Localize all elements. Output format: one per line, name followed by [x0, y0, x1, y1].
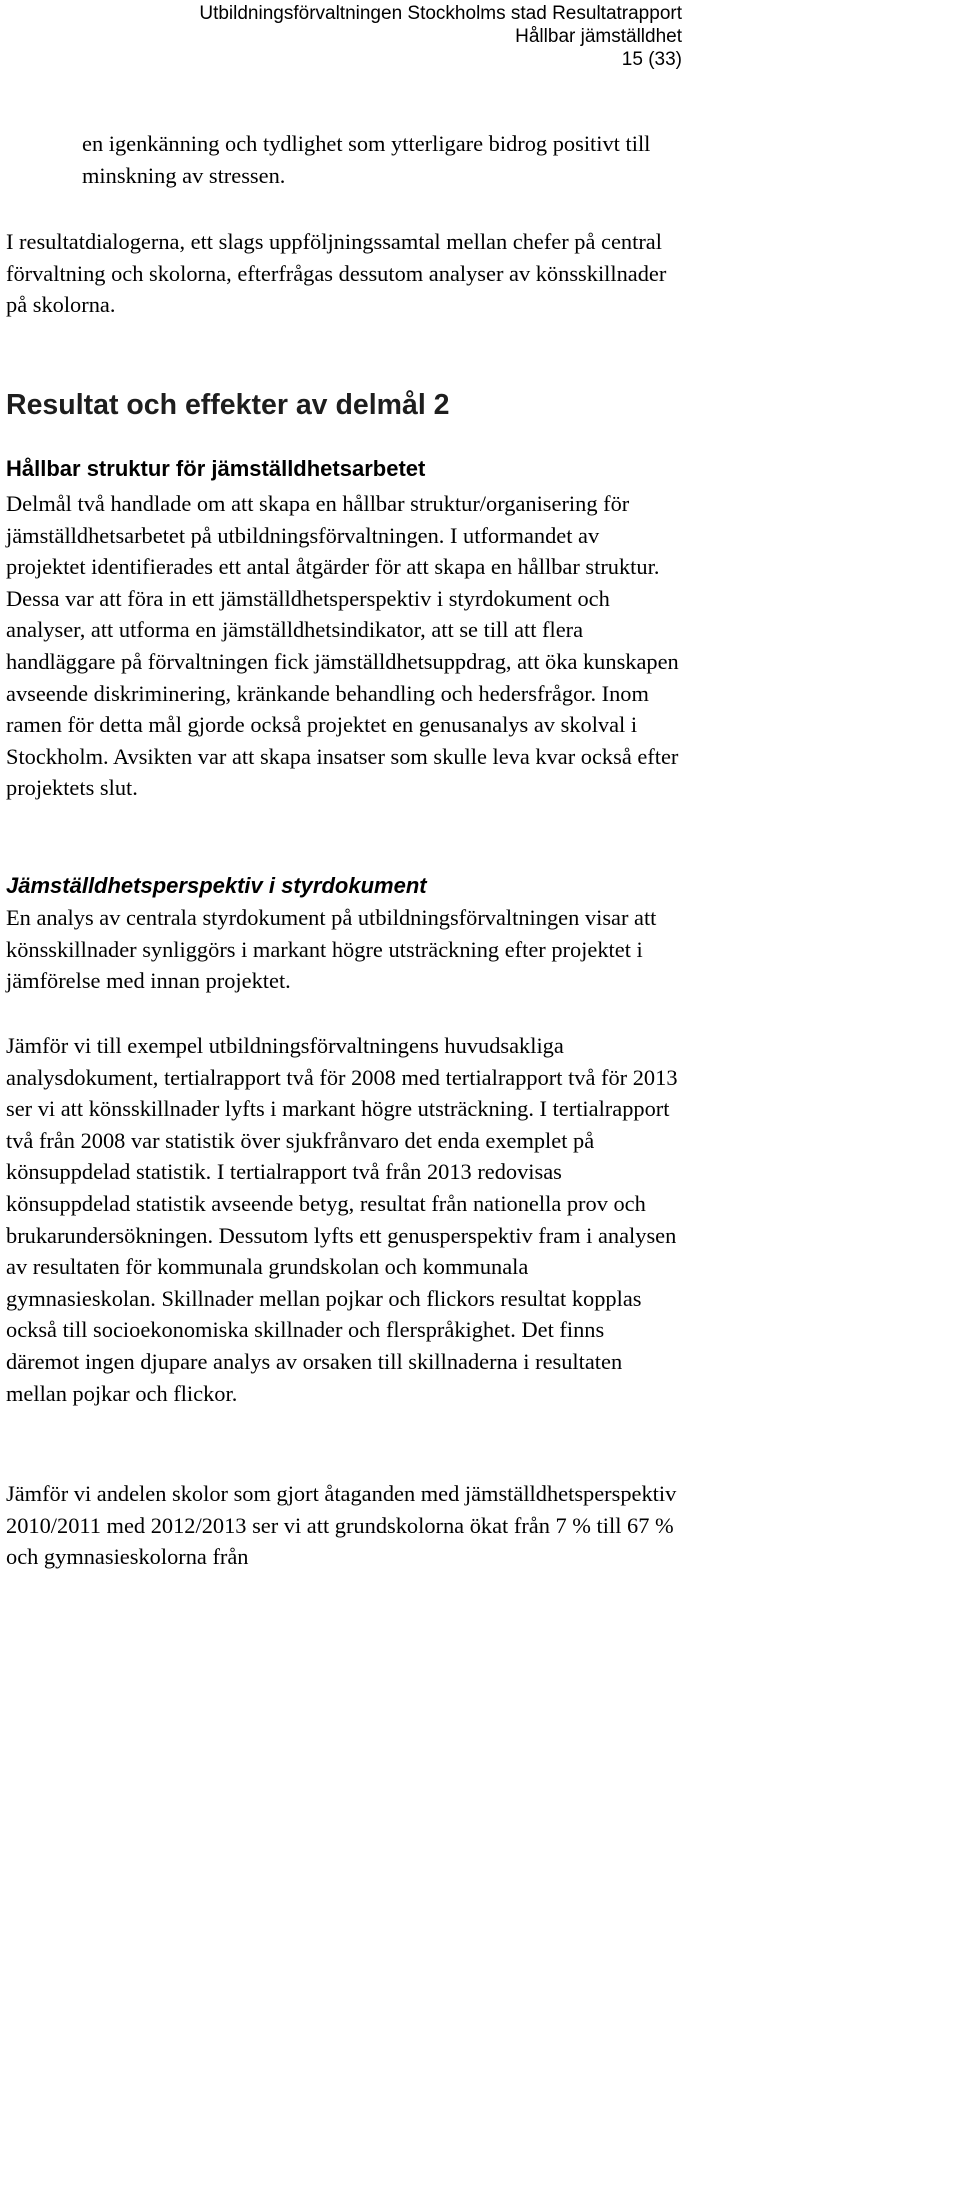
- paragraph-school-commitments: Jämför vi andelen skolor som gjort åtaganden med jämställdhetsperspektiv 2010/2011 med 2012/2013 ser vi att grundskolorna ökat från 7 % till 67 % och gymnasieskolorna från: [6, 1481, 677, 1570]
- paragraph-report-comparison: Jämför vi till exempel utbildningsförvaltningens huvudsakliga analysdokument, tertialrapport två för 2008 med tertialrapport två för 2013 ser vi att könsskillnader lyfts i markant högre utsträckning. I tertialrapport två från 2008 var statistik över sjukfrånvaro det enda exemplet på könsuppdelad statistik. I tertialrapport två från 2013 redovisas könsuppdelad statistik avseende betyg, resultat från nationella prov och brukarundersökningen. Dessutom lyfts ett genusperspektiv fram i analysen av resultaten för kommunala grundskolan och kommunala gymnasieskolan. Skillnader mellan pojkar och flickors resultat kopplas också till socioekonomiska skillnader och flerspråkighet. Det finns däremot ingen djupare analys av orsaken till skillnaderna i resultaten mellan pojkar och flickor.: [6, 1033, 678, 1406]
- page-number: 15 (33): [621, 49, 682, 70]
- paragraph-intro: en igenkänning och tydlighet som ytterligare bidrog positivt till minskning av stressen.: [82, 131, 651, 188]
- header-organization: Utbildningsförvaltningen Stockholms stad Resultatrapport: [199, 3, 682, 24]
- header-report-title: Hållbar jämställdhet: [515, 26, 682, 47]
- paragraph-result-dialogues: I resultatdialogerna, ett slags uppföljningssamtal mellan chefer på central förvaltning och skolorna, efterfrågas dessutom analyser av könsskillnader på skolorna.: [6, 229, 667, 318]
- subheading-sustainable-structure: Hållbar struktur för jämställdhetsarbetet: [6, 456, 426, 481]
- page-header: [199, 2, 682, 71]
- section-heading: Resultat och effekter av delmål 2: [6, 389, 450, 421]
- paragraph-sustainable-structure: Delmål två handlade om att skapa en hållbar struktur/organisering för jämställdhetsarbetet på utbildningsförvaltningen. I utformandet av projektet identifierades ett antal åtgärder för att skapa en hållbar struktur. Dessa var att föra in ett jämställdhetsperspektiv i styrdokument och analyser, att utforma en jämställdhetsindikator, att se till att flera handläggare på förvaltningen fick jämställdhetsuppdrag, att öka kunskapen avseende diskriminering, kränkande behandling och hedersfrågor. Inom ramen för detta mål gjorde också projektet en genusanalys av skolval i Stockholm. Avsikten var att skapa insatser som skulle leva kvar också efter projektets slut.: [6, 491, 679, 801]
- paragraph-steering-documents: En analys av centrala styrdokument på utbildningsförvaltningen visar att könsskillnader synliggörs i markant högre utsträckning efter projektet i jämförelse med innan projektet.: [6, 905, 657, 994]
- subheading-steering-documents: Jämställdhetsperspektiv i styrdokument: [6, 873, 427, 898]
